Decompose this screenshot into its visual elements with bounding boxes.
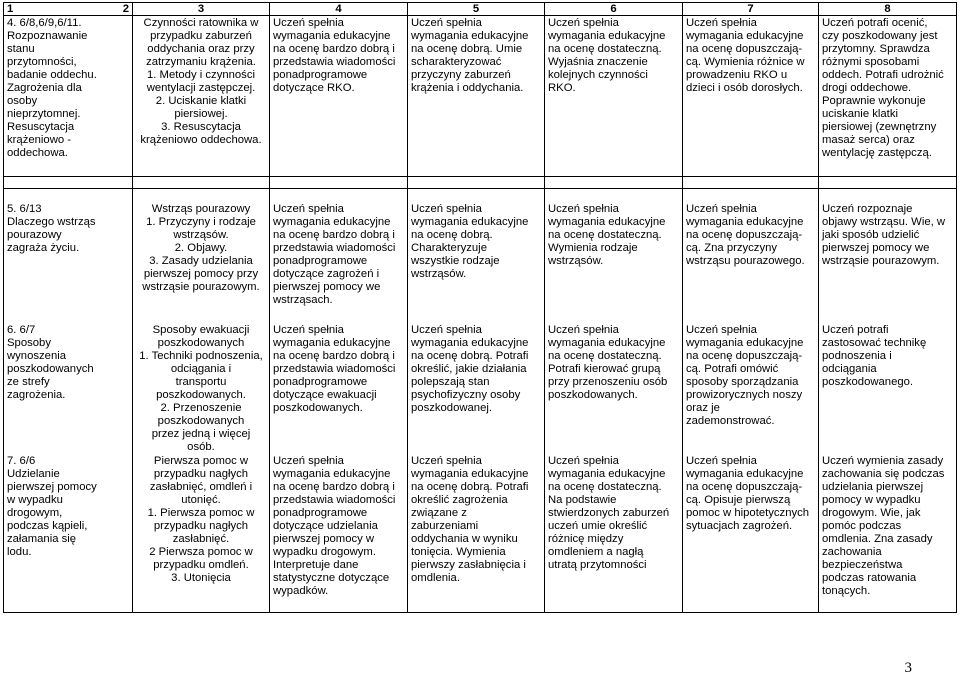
topic-5: 5. 6/13 Dlaczego wstrząs pourazowy zagraża życiu.	[7, 203, 96, 254]
topic-cell	[4, 189, 133, 613]
grade-5-row5: Uczeń spełnia wymagania edukacyjne na ocenę dobrą. Charakteryzuje wszystkie rodzaje wstrząsów.	[411, 203, 529, 280]
curriculum-table	[3, 2, 957, 613]
topic-6: 6. 6/7 Sposoby wynoszenia poszkodowanych ze strefy zagrożenia.	[7, 324, 94, 401]
col-number-2: 2	[122, 3, 129, 15]
topic-7: 7. 6/6 Udzielanie pierwszej pomocy w wypadku drogowym, podczas kąpieli, załamania się lodu.	[7, 455, 97, 558]
grade-4-cell: Uczeń spełnia wymagania edukacyjne na ocenę dostateczną. Wyjaśnia znaczenie kolejnych czynności RKO.	[545, 16, 683, 177]
col-number-5: 5	[408, 3, 545, 16]
grade-5-cell: Uczeń spełnia wymagania edukacyjne na ocenę dobrą. Umie scharakteryzować przyczyny zaburzeń krążenia i oddychania.	[408, 16, 545, 177]
grade-3-row5: Uczeń spełnia wymagania edukacyjne na ocenę dopuszczają- cą. Zna przyczyny wstrząsu pourazowego.	[686, 203, 805, 267]
grade-3-cell: Uczeń spełnia wymagania edukacyjne na ocenę dopuszczają- cą. Wymienia różnice w prowadzeniu RKO u dzieci i osób dorosłych.	[683, 16, 819, 177]
col-number-8: 8	[819, 3, 957, 16]
grade-4-cell	[545, 189, 683, 613]
content-cell: Czynności ratownika w przypadku zaburzeń oddychania oraz przy zatrzymaniu krążenia. 1. Metody i czynności wentylacji zastępczej. 2. Uciskanie klatki piersiowej. 3. Resuscytacja krążeniowo oddechowa.	[133, 16, 270, 177]
grade-3-row7: Uczeń spełnia wymagania edukacyjne na ocenę dopuszczają- cą. Opisuje pierwszą pomoc w hipotetycznych sytuacjach zagrożeń.	[686, 455, 810, 532]
grade-3-row6: Uczeń spełnia wymagania edukacyjne na ocenę dopuszczają- cą. Potrafi omówić sposoby sporządzania prowizorycznych noszy oraz je zademonstrować.	[686, 324, 804, 427]
page-number: 3	[904, 660, 912, 676]
col-number-4: 4	[270, 3, 408, 16]
col-number-6: 6	[545, 3, 683, 16]
content-7: Pierwsza pomoc w przypadku nagłych zasłabnięć, omdleń i utonięć. 1. Pierwsza pomoc w przypadku nagłych zasłabnięć. 2 Pierwsza pomoc w przypadku omdleń. 3. Utonięcia	[147, 455, 255, 584]
header-cell	[4, 3, 133, 16]
grade-2-row6: Uczeń potrafi zastosować technikę podnoszenia i odciągania poszkodowanego.	[822, 324, 927, 388]
grade-5-cell	[408, 189, 545, 613]
grade-5-row7: Uczeń spełnia wymagania edukacyjne na ocenę dobrą. Potrafi określić zagrożenia związane z zaburzeniami oddychania w wyniku tonięcia. Wymienia pierwszy zasłabnięcia i omdlenia.	[411, 455, 529, 584]
grade-6-cell: Uczeń spełnia wymagania edukacyjne na ocenę bardzo dobrą i przedstawia wiadomości ponadprogramowe dotyczące RKO.	[270, 16, 408, 177]
grade-2-cell	[819, 189, 957, 613]
grade-6-cell	[270, 189, 408, 613]
col-number-1: 1	[7, 3, 14, 15]
grade-3-cell	[683, 189, 819, 613]
content-5: Wstrząs pourazowy 1. Przyczyny i rodzaje wstrząsów. 2. Objawy. 3. Zasady udzielania pierwszej pomocy przy wstrząsie pourazowym.	[142, 203, 260, 293]
spacer-row	[4, 177, 957, 189]
grade-6-row6: Uczeń spełnia wymagania edukacyjne na ocenę bardzo dobrą i przedstawia wiadomości ponadprogramowe dotyczące ewakuacji poszkodowanych.	[273, 324, 396, 414]
col-number-7: 7	[683, 3, 819, 16]
grade-6-row5: Uczeń spełnia wymagania edukacyjne na ocenę bardzo dobrą i przedstawia wiadomości ponadprogramowe dotyczące zagrożeń i pierwszej pomocy we wstrząsach.	[273, 203, 396, 306]
grade-2-row5: Uczeń rozpoznaje objawy wstrząsu. Wie, w jaki sposób udzielić pierwszej pomocy we wstrząsie pourazowym.	[822, 203, 946, 267]
table-row	[4, 16, 957, 177]
grade-2-row7: Uczeń wymienia zasady zachowania się podczas udzielania pierwszej pomocy w wypadku drogowym. Wie, jak pomóc podczas omdlenia. Zna zasady zachowania bezpieczeństwa podczas ratowania tonących.	[822, 455, 945, 597]
content-6: Sposoby ewakuacji poszkodowanych 1. Techniki podnoszenia, odciągania i transportu poszkodowanych. 2. Przenoszenie poszkodowanych przez jedną i więcej osób.	[139, 324, 263, 453]
header-row	[4, 3, 957, 16]
grade-6-row7: Uczeń spełnia wymagania edukacyjne na ocenę bardzo dobrą i przedstawia wiadomości ponadprogramowe dotyczące udzielania pierwszej pomocy w wypadku drogowym. Interpretuje dane statystyczne dotyczące wypadków.	[273, 455, 396, 597]
grade-4-row6: Uczeń spełnia wymagania edukacyjne na ocenę dostateczną. Potrafi kierować grupą przy przenoszeniu osób poszkodowanych.	[548, 324, 668, 401]
col-number-3: 3	[133, 3, 270, 16]
content-cell	[133, 189, 270, 613]
topic-cell: 4. 6/8,6/9,6/11. Rozpoznawanie stanu przytomności, badanie oddechu. Zagrożenia dla osoby nieprzytomnej. Resuscytacja krążeniowo - oddechowa.	[4, 16, 133, 177]
grade-4-row5: Uczeń spełnia wymagania edukacyjne na ocenę dostateczną. Wymienia rodzaje wstrząsów.	[548, 203, 666, 267]
grade-5-row6: Uczeń spełnia wymagania edukacyjne na ocenę dobrą. Potrafi określić, jakie działania polepszają stan psychofizyczny osoby poszkodowanej.	[411, 324, 529, 414]
table-row	[4, 189, 957, 613]
grade-4-row7: Uczeń spełnia wymagania edukacyjne na ocenę dostateczną. Na podstawie stwierdzonych zaburzeń uczeń umie określić różnicę między omdleniem a nagłą utratą przytomności	[548, 455, 670, 571]
grade-2-cell: Uczeń potrafi ocenić, czy poszkodowany jest przytomny. Sprawdza różnymi sposobami oddech. Potrafi udrożnić drogi oddechowe. Poprawnie wykonuje uciskanie klatki piersiowej (zewnętrzny masaż serca) oraz wentylację zastępczą.	[819, 16, 957, 177]
